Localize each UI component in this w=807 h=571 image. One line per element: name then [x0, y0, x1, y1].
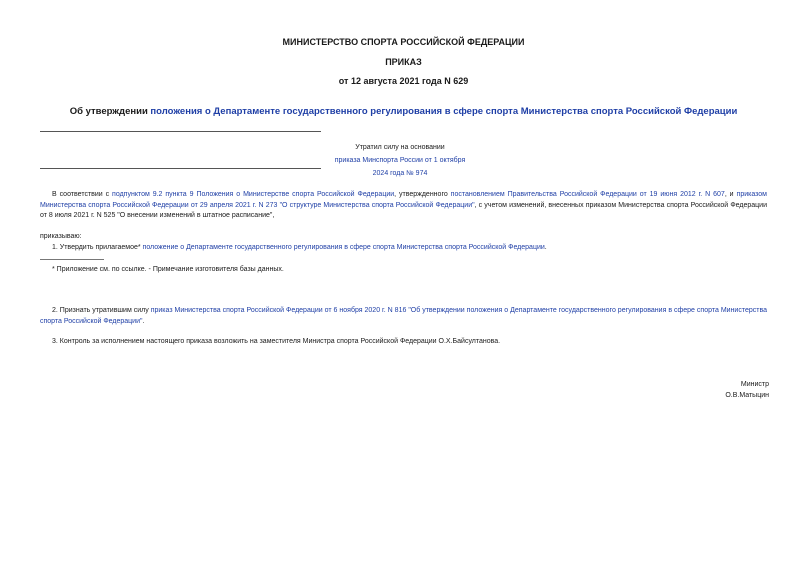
item-2	[40, 306, 767, 327]
item-2-end: .	[142, 317, 145, 325]
signature-position: Министр	[740, 381, 769, 388]
signature-block	[725, 379, 769, 401]
doc-type-heading: ПРИКАЗ	[385, 57, 422, 67]
preamble-link-regulation[interactable]: подпунктом 9.2 пункта 9 Положения о Министерстве спорта Российской Федерации	[112, 191, 395, 198]
item-1	[52, 243, 767, 254]
preamble-link-order-273[interactable]: приказом Министерства спорта Российской Федерации от 29 апреля 2021 г. N 273 "О структуре Министерства спорта Российской Федерации"	[40, 191, 767, 209]
preamble-text-1: В соответствии с	[52, 191, 113, 198]
divider-top	[40, 131, 321, 132]
date-number-heading: от 12 августа 2021 года N 629	[338, 76, 469, 86]
divider-bottom	[40, 168, 321, 169]
signature-name: О.В.Матыцин	[725, 392, 769, 399]
item-2-text: 2. Признать утратившим силу	[52, 307, 151, 314]
status-note-text: Утратил силу на основании	[355, 144, 445, 151]
ministry-heading: МИНИСТЕРСТВО СПОРТА РОССИЙСКОЙ ФЕДЕРАЦИИ	[282, 37, 525, 47]
status-note	[330, 141, 470, 180]
title-link[interactable]: положения о Департаменте государственного регулирования в сфере спорта Министерства спорта Российской Федерации	[150, 106, 738, 117]
item-1-link[interactable]: положение о Департаменте государственного регулирования в сфере спорта Министерства спорта Российской Федерации	[142, 244, 545, 251]
preamble-text-3: , и	[724, 191, 737, 198]
title-prefix: Об утверждении	[69, 106, 151, 117]
item-1-text: 1. Утвердить прилагаемое*	[52, 244, 143, 251]
preamble-text-4: , с учетом изменений, внесенных приказом Министерства спорта Российской Федерации от 8 июля 2021 г. N 525 "О внесении изменений в штатное расписание",	[40, 201, 767, 219]
preamble-link-decree[interactable]: постановлением Правительства Российской Федерации от 19 июня 2012 г. N 607	[450, 191, 725, 198]
status-note-link[interactable]: приказа Минспорта России от 1 октября 2024 года № 974	[334, 157, 466, 177]
footnote-divider	[40, 259, 104, 260]
item-2-link[interactable]: приказ Министерства спорта Российской Федерации от 6 ноября 2020 г. N 816 "Об утверждении положения о Департаменте государственного регулирования в сфере спорта Министерства спорта Российской Федерации"	[40, 307, 767, 325]
footnote: * Приложение см. по ссылке. - Примечание изготовителя базы данных.	[52, 266, 284, 273]
document-title	[40, 106, 767, 117]
item-3: 3. Контроль за исполнением настоящего приказа возложить на заместителя Министра спорта Российской Федерации О.Х.Байсултанова.	[52, 338, 501, 345]
preamble-text-2: , утвержденного	[394, 191, 451, 198]
item-1-end: .	[544, 244, 547, 251]
preamble-paragraph	[40, 190, 767, 222]
order-word: приказываю:	[40, 233, 82, 240]
